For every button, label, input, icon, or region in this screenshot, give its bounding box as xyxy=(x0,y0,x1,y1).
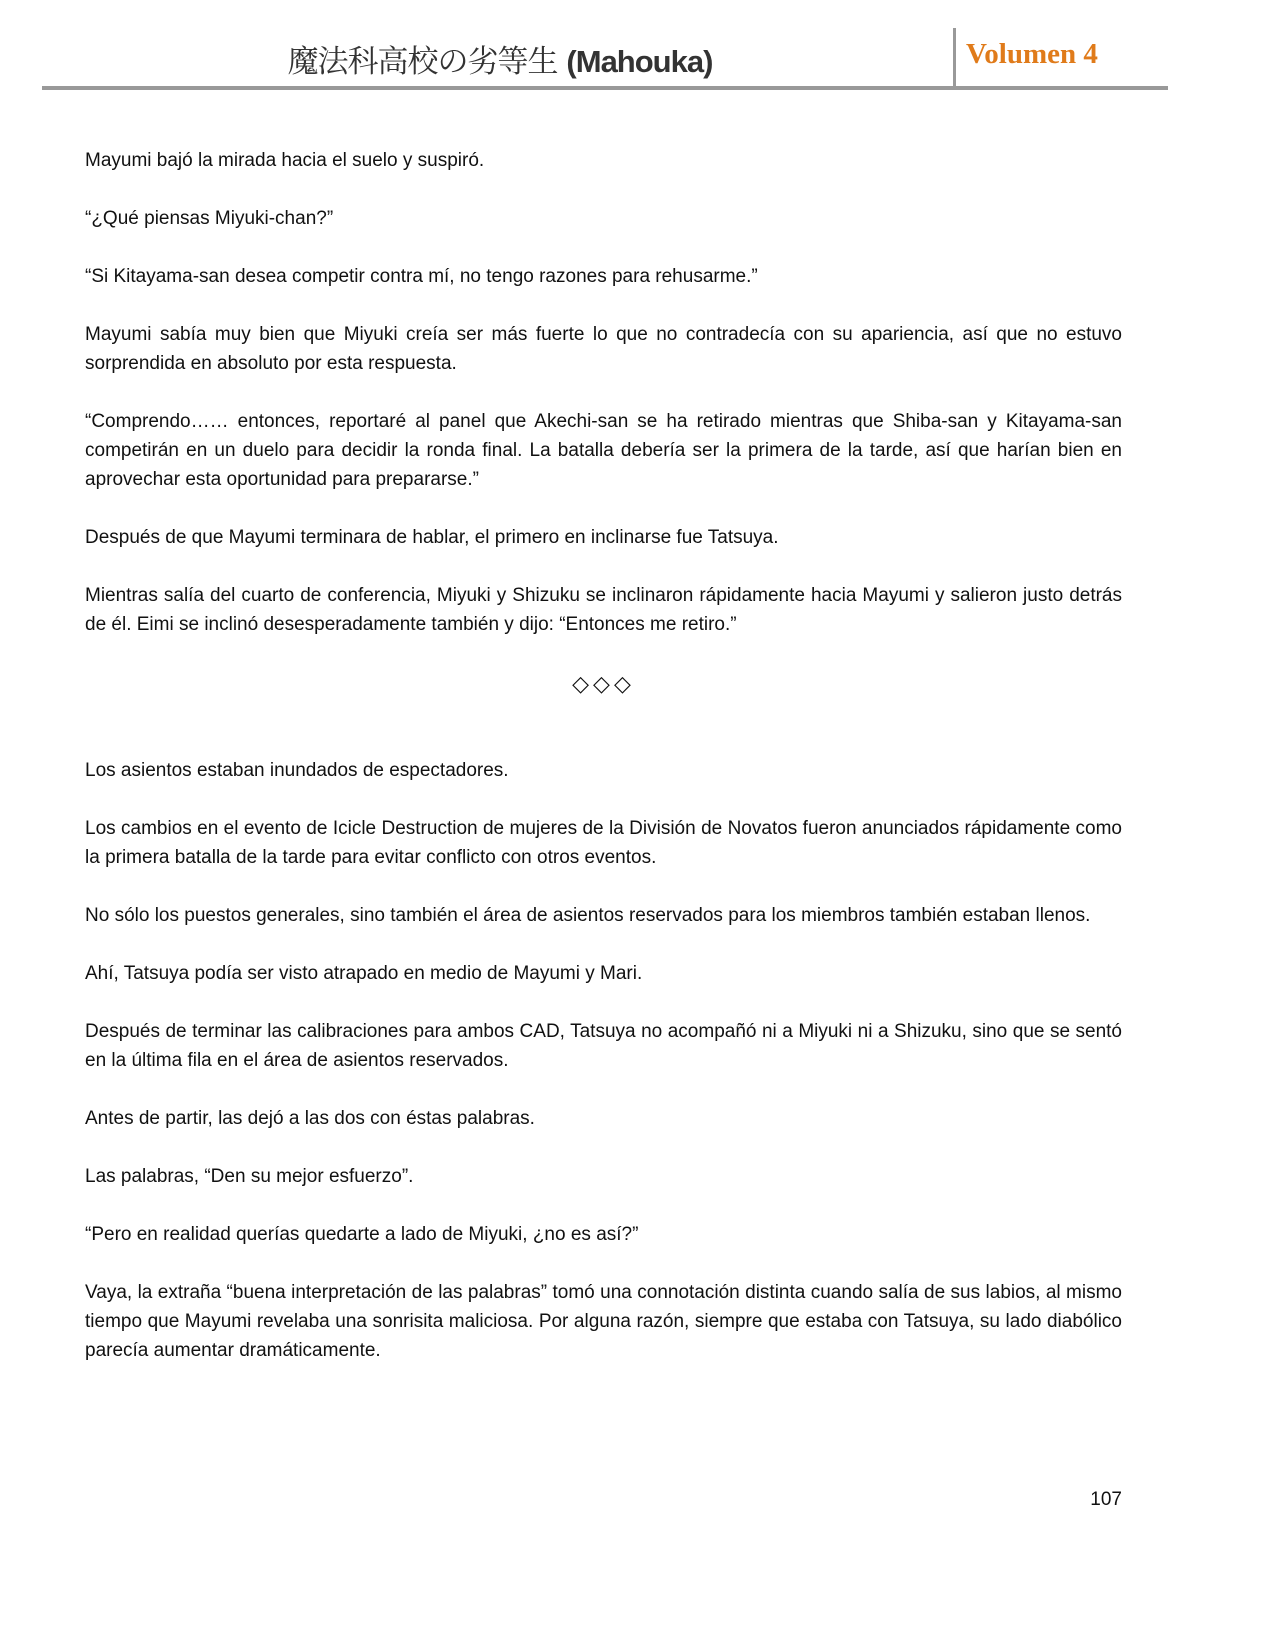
paragraph: Ahí, Tatsuya podía ser visto atrapado en medio de Mayumi y Mari. xyxy=(85,963,643,984)
page-number: 107 xyxy=(1090,1489,1122,1510)
paragraph: Mayumi bajó la mirada hacia el suelo y suspiró. xyxy=(85,150,485,171)
paragraph: “Si Kitayama-san desea competir contra mí, no tengo razones para rehusarme.” xyxy=(85,266,758,287)
scene-separator: ◇◇◇ xyxy=(572,671,635,696)
paragraph: Después de que Mayumi terminara de hablar, el primero en inclinarse fue Tatsuya. xyxy=(85,527,779,548)
paragraph: Mayumi sabía muy bien que Miyuki creía ser más fuerte lo que no contradecía con su apariencia, así que no estuvo sorprendida en absoluto por esta respuesta. xyxy=(85,324,1122,374)
paragraph: “¿Qué piensas Miyuki-chan?” xyxy=(85,208,334,229)
volume-label: Volumen 4 xyxy=(966,38,1098,70)
paragraph: Vaya, la extraña “buena interpretación de las palabras” tomó una connotación distinta cuando salía de sus labios, al mismo tiempo que Mayumi revelaba una sonrisita maliciosa. Por alguna razón, siempre que estaba con Tatsuya, su lado diabólico parecía aumentar dramáticamente. xyxy=(85,1282,1122,1361)
header-rule xyxy=(42,86,1168,90)
paragraph: Las palabras, “Den su mejor esfuerzo”. xyxy=(85,1166,414,1187)
paragraph: “Comprendo…… entonces, reportaré al panel que Akechi-san se ha retirado mientras que Shiba-san y Kitayama-san competirán en un duelo para decidir la ronda final. La batalla debería ser la primera de la tarde, así que harían bien en aprovechar esta oportunidad para prepararse.” xyxy=(85,411,1122,490)
title-english: (Mahouka) xyxy=(566,44,713,79)
paragraph: “Pero en realidad querías quedarte a lado de Miyuki, ¿no es así?” xyxy=(85,1224,639,1245)
page-body xyxy=(85,146,1122,1394)
running-header-title xyxy=(200,36,800,81)
title-japanese: 魔法科高校の劣等生 xyxy=(287,44,558,80)
header-divider xyxy=(953,28,956,88)
paragraph: Mientras salía del cuarto de conferencia, Miyuki y Shizuku se inclinaron rápidamente hacia Mayumi y salieron justo detrás de él. Eimi se inclinó desesperadamente también y dijo: “Entonces me retiro.” xyxy=(85,585,1122,635)
paragraph: Antes de partir, las dejó a las dos con éstas palabras. xyxy=(85,1108,535,1129)
paragraph: Los cambios en el evento de Icicle Destruction de mujeres de la División de Novatos fueron anunciados rápidamente como la primera batalla de la tarde para evitar conflicto con otros eventos. xyxy=(85,818,1122,868)
paragraph: Los asientos estaban inundados de espectadores. xyxy=(85,760,509,781)
paragraph: Después de terminar las calibraciones para ambos CAD, Tatsuya no acompañó ni a Miyuki ni a Shizuku, sino que se sentó en la última fila en el área de asientos reservados. xyxy=(85,1021,1122,1071)
paragraph: No sólo los puestos generales, sino también el área de asientos reservados para los miembros también estaban llenos. xyxy=(85,905,1091,926)
